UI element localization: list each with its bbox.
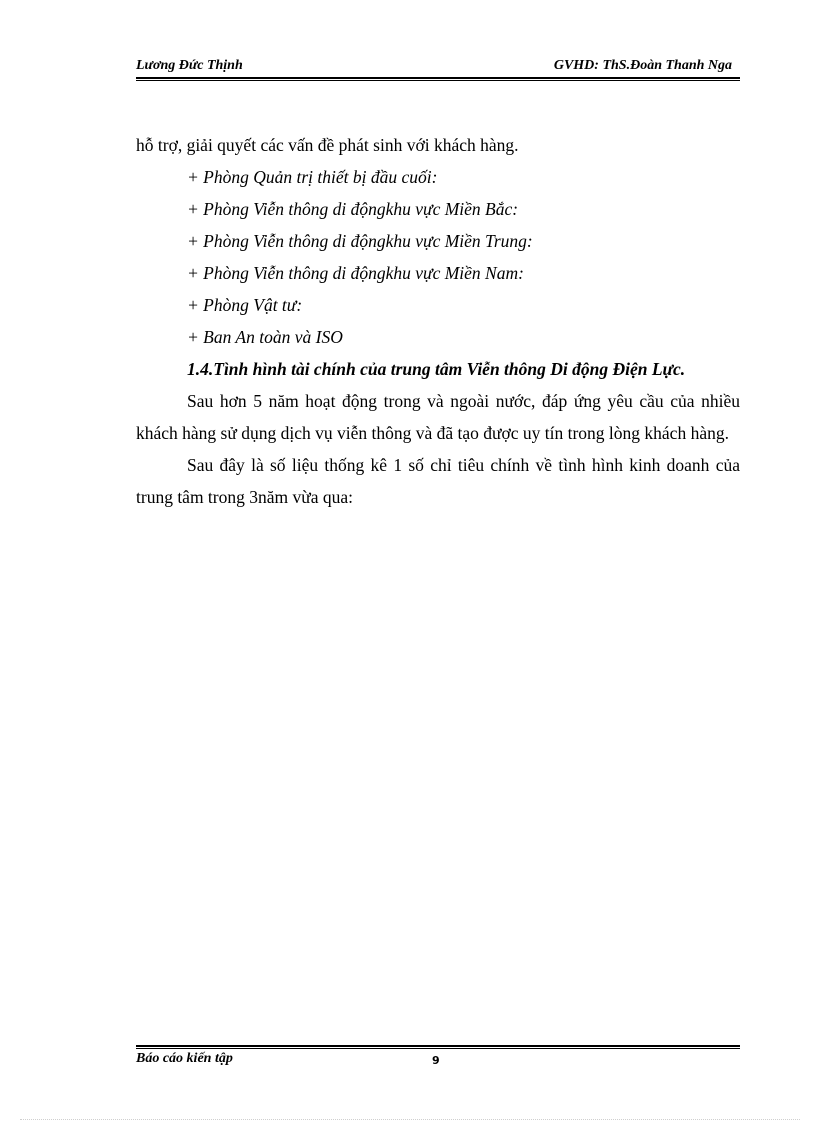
- page-header: [136, 56, 740, 78]
- page-number: 9: [432, 1054, 440, 1067]
- list-item: + Phòng Viễn thông di độngkhu vực Miền Trung:: [187, 231, 533, 251]
- paragraph: Sau đây là số liệu thống kê 1 số chỉ tiêu chính về tình hình kinh doanh của trung tâm trong 3năm vừa qua:: [136, 455, 740, 507]
- footer-title: Báo cáo kiến tập: [136, 1051, 233, 1066]
- page-content: [136, 129, 740, 513]
- list-item: + Phòng Viễn thông di độngkhu vực Miền Nam:: [187, 263, 524, 283]
- list-item: + Ban An toàn và ISO: [187, 327, 343, 347]
- header-advisor: GVHD: ThS.Đoàn Thanh Nga: [553, 58, 732, 73]
- footer-rule: [136, 1045, 740, 1047]
- list-item: + Phòng Viễn thông di độngkhu vực Miền Bắc:: [187, 199, 519, 219]
- continuation-text: hỗ trợ, giải quyết các vấn đề phát sinh với khách hàng.: [136, 135, 519, 155]
- paragraph: Sau hơn 5 năm hoạt động trong và ngoài nước, đáp ứng yêu cầu của nhiều khách hàng sử dụng dịch vụ viễn thông và đã tạo được uy tín trong lòng khách hàng.: [136, 391, 740, 443]
- list-item: + Phòng Vật tư:: [187, 295, 303, 315]
- section-heading: 1.4.Tình hình tài chính của trung tâm Viễn thông Di động Điện Lực.: [187, 359, 686, 379]
- footer-rule-thin: [136, 1048, 740, 1049]
- header-rule: [136, 77, 740, 79]
- list-item: + Phòng Quản trị thiết bị đầu cuối:: [187, 167, 438, 187]
- page-edge-divider: [20, 1119, 800, 1120]
- header-rule-thin: [136, 80, 740, 81]
- header-author: Lương Đức Thịnh: [136, 58, 243, 73]
